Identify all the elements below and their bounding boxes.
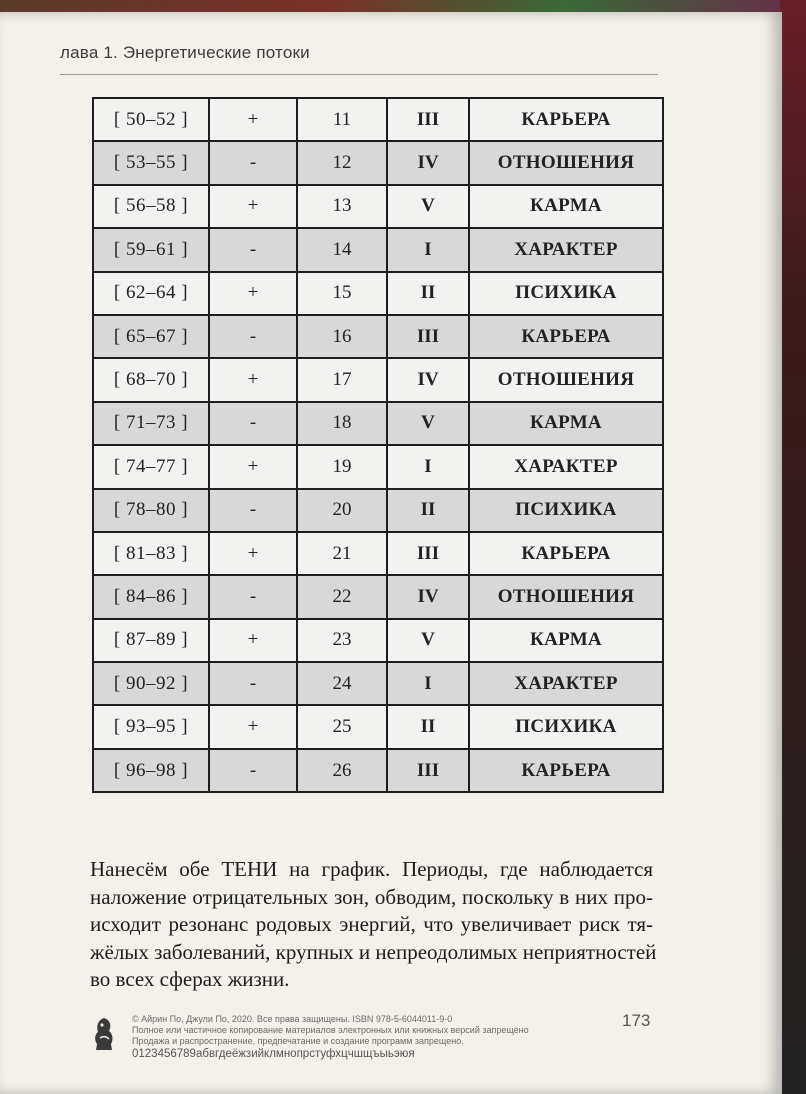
number-cell: 19 [297, 445, 387, 488]
life-sphere-cell: ПСИХИКА [469, 489, 663, 532]
range-cell: [ 56–58 ] [93, 185, 209, 228]
sign-cell: + [209, 98, 297, 141]
table-row [93, 185, 663, 228]
number-cell: 13 [297, 185, 387, 228]
roman-numeral-cell: IV [387, 141, 469, 184]
body-paragraph [90, 856, 657, 994]
sign-cell: + [209, 272, 297, 315]
book-page [0, 12, 782, 1094]
paragraph-line: исходит резонанс родовых энергий, что увеличивает риск тя- [90, 912, 653, 937]
number-cell: 23 [297, 619, 387, 662]
table-row [93, 705, 663, 748]
sign-cell: + [209, 532, 297, 575]
life-sphere-cell: ОТНОШЕНИЯ [469, 575, 663, 618]
number-cell: 21 [297, 532, 387, 575]
table-row [93, 141, 663, 184]
sign-cell: + [209, 619, 297, 662]
life-sphere-cell: ПСИХИКА [469, 705, 663, 748]
life-sphere-cell: КАРМА [469, 402, 663, 445]
table-row [93, 489, 663, 532]
paragraph-line: Нанесём обе ТЕНИ на график. Периоды, где наблюдается [90, 857, 653, 881]
footer-charset-line: 0123456789абвгдеёжзийклмнопрстуфхцчшщъыьэюя [132, 1048, 415, 1060]
sign-cell: - [209, 489, 297, 532]
table-row [93, 532, 663, 575]
sign-cell: + [209, 445, 297, 488]
sign-cell: - [209, 749, 297, 792]
range-cell: [ 68–70 ] [93, 358, 209, 401]
life-sphere-cell: КАРМА [469, 619, 663, 662]
number-cell: 26 [297, 749, 387, 792]
table-body [93, 98, 663, 792]
sign-cell: - [209, 662, 297, 705]
paragraph-line: во всех сферах жизни. [90, 967, 290, 992]
range-cell: [ 53–55 ] [93, 141, 209, 184]
sign-cell: - [209, 315, 297, 358]
range-cell: [ 90–92 ] [93, 662, 209, 705]
roman-numeral-cell: II [387, 705, 469, 748]
range-cell: [ 71–73 ] [93, 402, 209, 445]
table-row [93, 662, 663, 705]
roman-numeral-cell: IV [387, 358, 469, 401]
table-row [93, 445, 663, 488]
number-cell: 24 [297, 662, 387, 705]
life-sphere-cell: ХАРАКТЕР [469, 228, 663, 271]
life-sphere-cell: КАРМА [469, 185, 663, 228]
range-cell: [ 62–64 ] [93, 272, 209, 315]
sign-cell: + [209, 185, 297, 228]
footer-copyright: © Айрин По, Джули По, 2020. Все права защищены. ISBN 978-5-6044011-9-0 [132, 1014, 453, 1024]
paragraph-line: жёлых заболеваний, крупных и непреодолимых неприятностей [90, 939, 657, 964]
life-sphere-cell: ХАРАКТЕР [469, 662, 663, 705]
number-cell: 15 [297, 272, 387, 315]
roman-numeral-cell: V [387, 402, 469, 445]
footer-notice [132, 1014, 562, 1062]
roman-numeral-cell: II [387, 489, 469, 532]
table-row [93, 228, 663, 271]
publisher-logo-icon [90, 1014, 118, 1054]
table-row [93, 749, 663, 792]
header-rule [60, 74, 658, 75]
range-cell: [ 96–98 ] [93, 749, 209, 792]
table-row [93, 575, 663, 618]
number-cell: 14 [297, 228, 387, 271]
number-cell: 20 [297, 489, 387, 532]
roman-numeral-cell: III [387, 315, 469, 358]
number-cell: 25 [297, 705, 387, 748]
sign-cell: - [209, 228, 297, 271]
range-cell: [ 84–86 ] [93, 575, 209, 618]
range-cell: [ 50–52 ] [93, 98, 209, 141]
life-sphere-cell: ХАРАКТЕР [469, 445, 663, 488]
roman-numeral-cell: V [387, 185, 469, 228]
number-cell: 18 [297, 402, 387, 445]
sign-cell: - [209, 575, 297, 618]
range-cell: [ 78–80 ] [93, 489, 209, 532]
range-cell: [ 93–95 ] [93, 705, 209, 748]
number-cell: 17 [297, 358, 387, 401]
footer-notice-line: Продажа и распространение, предпечатание и создание программ запрещено. [132, 1036, 464, 1046]
number-cell: 22 [297, 575, 387, 618]
roman-numeral-cell: V [387, 619, 469, 662]
page-number: 173 [622, 1011, 651, 1030]
life-sphere-cell: КАРЬЕРА [469, 749, 663, 792]
footer-notice-line: Полное или частичное копирование материалов электронных или книжных версий запрещено [132, 1025, 529, 1035]
range-cell: [ 59–61 ] [93, 228, 209, 271]
roman-numeral-cell: III [387, 98, 469, 141]
life-sphere-cell: ПСИХИКА [469, 272, 663, 315]
sign-cell: + [209, 358, 297, 401]
roman-numeral-cell: I [387, 228, 469, 271]
life-sphere-cell: ОТНОШЕНИЯ [469, 358, 663, 401]
range-cell: [ 87–89 ] [93, 619, 209, 662]
table-row [93, 98, 663, 141]
life-sphere-cell: КАРЬЕРА [469, 315, 663, 358]
table-row [93, 619, 663, 662]
roman-numeral-cell: I [387, 445, 469, 488]
roman-numeral-cell: II [387, 272, 469, 315]
table-row [93, 272, 663, 315]
energy-periods-table [92, 97, 664, 793]
range-cell: [ 81–83 ] [93, 532, 209, 575]
roman-numeral-cell: III [387, 749, 469, 792]
sign-cell: + [209, 705, 297, 748]
life-sphere-cell: ОТНОШЕНИЯ [469, 141, 663, 184]
range-cell: [ 65–67 ] [93, 315, 209, 358]
roman-numeral-cell: III [387, 532, 469, 575]
running-head: лава 1. Энергетические потоки [60, 43, 310, 62]
paragraph-line: наложение отрицательных зон, обводим, поскольку в них про- [90, 884, 653, 909]
sign-cell: - [209, 141, 297, 184]
table-row [93, 315, 663, 358]
number-cell: 12 [297, 141, 387, 184]
table-row [93, 358, 663, 401]
life-sphere-cell: КАРЬЕРА [469, 532, 663, 575]
number-cell: 16 [297, 315, 387, 358]
range-cell: [ 74–77 ] [93, 445, 209, 488]
sign-cell: - [209, 402, 297, 445]
roman-numeral-cell: IV [387, 575, 469, 618]
life-sphere-cell: КАРЬЕРА [469, 98, 663, 141]
number-cell: 11 [297, 98, 387, 141]
roman-numeral-cell: I [387, 662, 469, 705]
table-row [93, 402, 663, 445]
scan-edge-right [780, 0, 806, 1094]
